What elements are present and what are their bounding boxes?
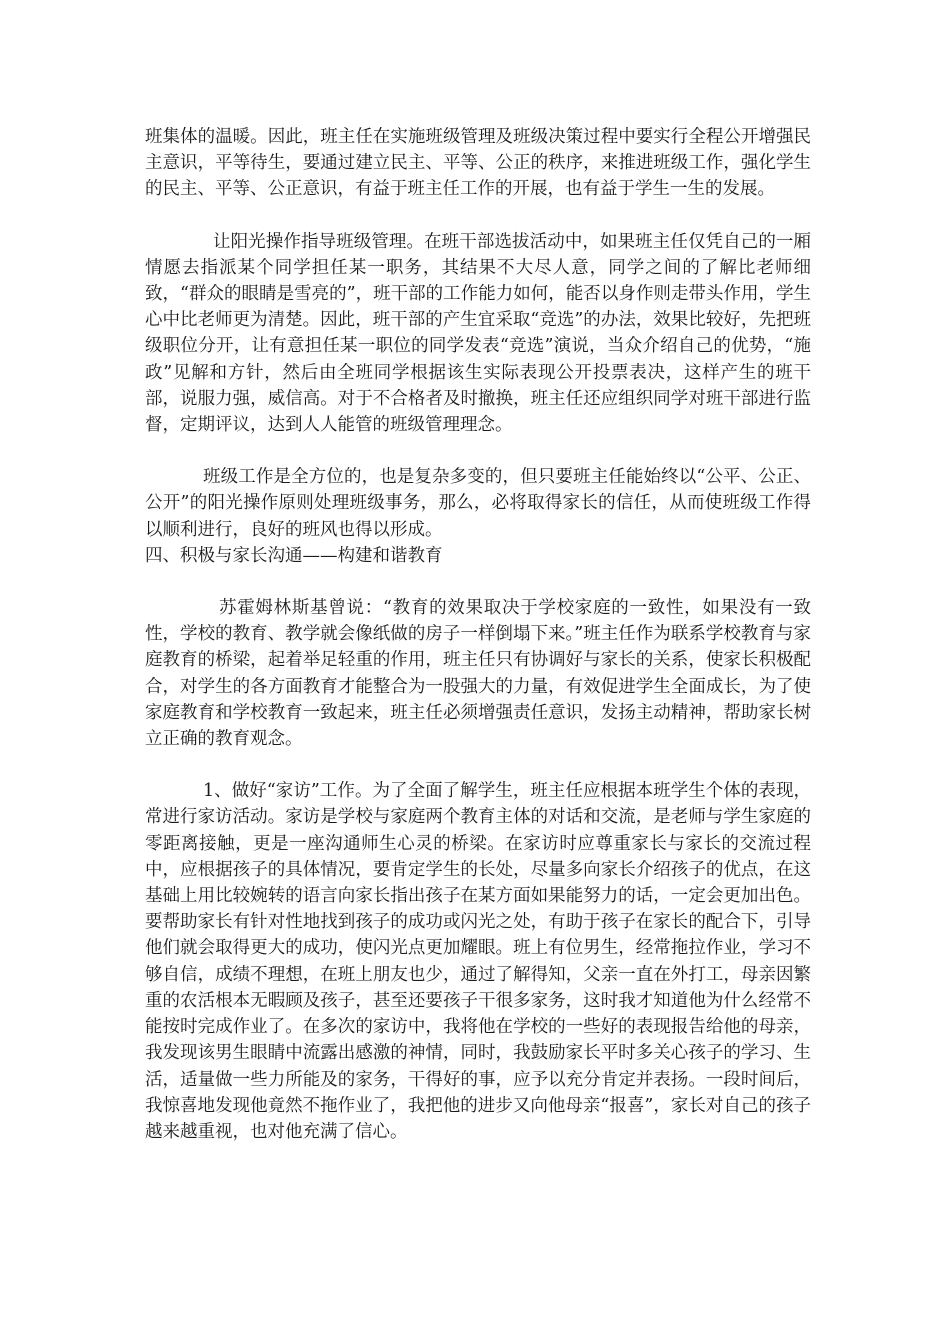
section-heading: 四、积极与家长沟通——构建和谐教育 xyxy=(145,545,443,566)
paragraph-home-visits: 1、做好“家访”工作。为了全面了解学生，班主任应根据本班学生个体的表现，常进行家访活动。家访是学校与家庭两个教育主体的对话和交流，是老师与学生家庭的零距离接触，更是一座沟通师生心灵的桥梁。在家访时应尊重家长与家长的交流过程中，应根据孩子的具体情况，要肯定学生的长处，尽量多向家长介绍孩子的优点，在这基础上用比较婉转的语言向家长指出孩子在某方面如果能努力的话，一定会更加出色。要帮助家长有针对性地找到孩子的成功或闪光之处，有助于孩子在家长的配合下，引导他们就会取得更大的成功，使闪光点更加耀眼。班上有位男生，经常拖拉作业，学习不够自信，成绩不理想，在班上朋友也少，通过了解得知，父亲一直在外打工，母亲因繁重的农活根本无暇顾及孩子，甚至还要孩子干很多家务，这时我才知道他为什么经常不能按时完成作业了。在多次的家访中，我将他在学校的一些好的表现报告给他的母亲，我发现该男生眼睛中流露出感激的神情，同时，我鼓励家长平时多关心孩子的学习、生活，适量做一些力所能及的家务，干得好的事，应予以充分肯定并表扬。一段时间后，我惊喜地发现他竟然不拖作业了，我把他的进步又向他母亲“报喜”，家长对自己的孩子越来越重视，也对他充满了信心。 xyxy=(145,781,811,1142)
document-body xyxy=(145,124,811,1145)
paragraph-continuation: 班集体的温暖。因此，班主任在实施班级管理及班级决策过程中要实行全程公开增强民主意识，平等待生，要通过建立民主、平等、公正的秩序，来推进班级工作，强化学生的民主、平等、公正意识，有益于班主任工作的开展，也有益于学生一生的发展。 xyxy=(145,127,811,200)
paragraph-class-work-summary: 班级工作是全方位的，也是复杂多变的，但只要班主任能始终以“公平、公正、公开”的阳光操作原则处理班级事务，那么，必将取得家长的信任，从而使班级工作得以顺利进行，良好的班风也得以形成。 xyxy=(145,467,811,540)
paragraph-sunshine-management: 让阳光操作指导班级管理。在班干部选拔活动中，如果班主任仅凭自己的一厢情愿去指派某个同学担任某一职务，其结果不大尽人意，同学之间的了解比老师细致，“群众的眼睛是雪亮的”，班干部的工作能力如何，能否以身作则走带头作用，学生心中比老师更为清楚。因此，班干部的产生宜采取“竞选”的办法，效果比较好，先把班级职位分开，让有意担任某一职位的同学发表“竞选”演说，当众介绍自己的优势，“施政”见解和方针，然后由全班同学根据该生实际表现公开投票表决，这样产生的班干部，说服力强，威信高。对于不合格者及时撤换，班主任还应组织同学对班干部进行监督，定期评议，达到人人能管的班级管理理念。 xyxy=(145,231,811,436)
paragraph-family-cooperation: 苏霍姆林斯基曾说：“教育的效果取决于学校家庭的一致性，如果没有一致性，学校的教育、教学就会像纸做的房子一样倒塌下来。”班主任作为联系学校教育与家庭教育的桥梁，起着举足轻重的作用，班主任只有协调好与家长的关系，使家长积极配合，对学生的各方面教育才能整合为一股强大的力量，有效促进学生全面成长，为了使家庭教育和学校教育一致起来，班主任必须增强责任意识，发扬主动精神，帮助家长树立正确的教育观念。 xyxy=(145,598,811,750)
